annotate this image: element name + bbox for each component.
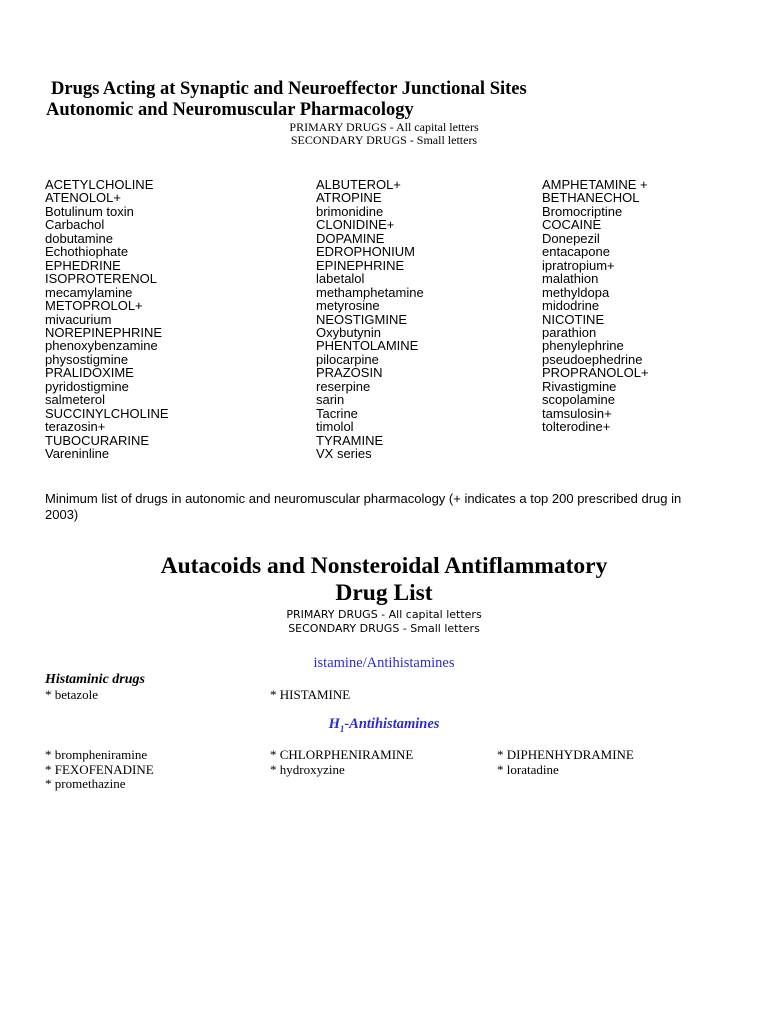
- drug-list-item: Carbachol: [45, 217, 105, 233]
- drug-list-item: VX series: [316, 446, 372, 462]
- drug-list-item: reserpine: [316, 378, 371, 394]
- drug-list-item: TUBOCURARINE: [45, 432, 150, 448]
- drug-list-item: ACETYLCHOLINE: [45, 177, 154, 192]
- section2-legend: [0, 608, 768, 636]
- drug-list-item: PROPRANOLOL+: [542, 365, 649, 381]
- drug-list-item: pseudoephedrine: [542, 351, 643, 367]
- drug-list-item: EDROPHONIUM: [316, 244, 415, 260]
- drug-list-item: Donepezil: [542, 230, 600, 246]
- drug-list-item: tamsulosin+: [542, 405, 612, 421]
- drug-list-item: Bromocriptine: [542, 203, 623, 219]
- drug-list-item: metyrosine: [316, 298, 380, 314]
- histaminic-drugs-label: Histaminic drugs: [45, 672, 145, 687]
- drug-column-1: [45, 178, 169, 461]
- drug-list-item: PRAZOSIN: [316, 365, 383, 381]
- drug-list-item: TYRAMINE: [316, 432, 384, 448]
- drug-list-item: PRALIDOXIME: [45, 365, 134, 381]
- h1-prefix: H: [328, 716, 340, 732]
- drug-list-item: salmeterol: [45, 392, 105, 408]
- drug-list-item: ALBUTEROL+: [316, 177, 401, 192]
- primary-drugs-note: PRIMARY DRUGS - All capital letters: [289, 120, 479, 134]
- list-item: * promethazine: [45, 776, 126, 791]
- drug-list-item: EPINEPHRINE: [316, 257, 405, 273]
- antihistamines-heading: istamine/Antihistamines: [313, 655, 455, 671]
- section2-title: [0, 553, 768, 607]
- section2-title-line2: Drug List: [335, 580, 433, 606]
- drug-list-item: midodrine: [542, 298, 600, 314]
- section2-title-line1: Autacoids and Nonsteroidal Antiflammatory: [160, 553, 608, 579]
- drug-list-item: mecamylamine: [45, 284, 133, 300]
- drug-list-item: Vareninline: [45, 446, 110, 462]
- list-item: * FEXOFENADINE: [45, 762, 154, 777]
- list-item: * CHLORPHENIRAMINE: [270, 747, 414, 762]
- drug-list-item: tolterodine+: [542, 419, 611, 435]
- section1-title-line2: Autonomic and Neuromuscular Pharmacology: [46, 100, 414, 120]
- drug-list-item: AMPHETAMINE +: [542, 177, 648, 192]
- drug-list-item: parathion: [542, 324, 597, 340]
- list-item: * loratadine: [497, 762, 559, 777]
- drug-list-item: pyridostigmine: [45, 378, 129, 394]
- list-item: * DIPHENHYDRAMINE: [497, 747, 634, 762]
- drug-list-item: mivacurium: [45, 311, 112, 327]
- drug-list-item: dobutamine: [45, 230, 113, 246]
- drug-list-item: DOPAMINE: [316, 230, 385, 246]
- drug-list-item: PHENTOLAMINE: [316, 338, 419, 354]
- drug-list-item: timolol: [316, 419, 354, 435]
- drug-list-item: entacapone: [542, 244, 610, 260]
- drug-list-item: ATROPINE: [316, 190, 382, 206]
- drug-list-item: SUCCINYLCHOLINE: [45, 405, 169, 421]
- drug-list-item: malathion: [542, 271, 599, 287]
- drug-list-item: Rivastigmine: [542, 378, 617, 394]
- list-item: * brompheniramine: [45, 747, 148, 762]
- h1-suffix: -Antihistamines: [344, 716, 440, 732]
- drug-list-item: EPHEDRINE: [45, 257, 121, 273]
- drug-list-item: NICOTINE: [542, 311, 605, 327]
- list-item: * HISTAMINE: [270, 687, 351, 702]
- drug-list-item: terazosin+: [45, 419, 106, 435]
- section1-legend: [0, 121, 768, 147]
- secondary-drugs-note: SECONDARY DRUGS - Small letters: [290, 133, 478, 147]
- drug-list-item: brimonidine: [316, 203, 384, 219]
- drug-list-item: Tacrine: [316, 405, 358, 421]
- drug-list-item: BETHANECHOL: [542, 190, 640, 206]
- drug-list-item: ISOPROTERENOL: [45, 271, 157, 287]
- list-item: * hydroxyzine: [270, 762, 345, 777]
- drug-list-item: phenylephrine: [542, 338, 624, 354]
- primary-drugs-note-2: PRIMARY DRUGS - All capital letters: [286, 608, 482, 621]
- drug-list-item: Echothiophate: [45, 244, 129, 260]
- drug-list-item: ipratropium+: [542, 257, 615, 273]
- drug-list-item: methamphetamine: [316, 284, 424, 300]
- drug-list-footnote: Minimum list of drugs in autonomic and neuromuscular pharmacology (+ indicates a top 200 prescribed drug in 2003): [45, 491, 682, 522]
- list-item: * betazole: [45, 687, 99, 702]
- h1-antihistamines-heading: [0, 716, 768, 734]
- drug-column-3: [542, 178, 649, 434]
- drug-list-item: NEOSTIGMINE: [316, 311, 408, 327]
- drug-list-item: sarin: [316, 392, 345, 408]
- drug-list-item: Botulinum toxin: [45, 203, 134, 219]
- drug-list-item: phenoxybenzamine: [45, 338, 158, 354]
- secondary-drugs-note-2: SECONDARY DRUGS - Small letters: [288, 622, 480, 635]
- drug-list-item: scopolamine: [542, 392, 615, 408]
- drug-list-item: METOPROLOL+: [45, 298, 143, 314]
- h1-subscript: 1: [339, 723, 345, 734]
- drug-list-item: methyldopa: [542, 284, 610, 300]
- drug-list-item: labetalol: [316, 271, 365, 287]
- drug-list-item: NOREPINEPHRINE: [45, 324, 163, 340]
- drug-list-item: pilocarpine: [316, 351, 379, 367]
- drug-list-item: CLONIDINE+: [316, 217, 395, 233]
- drug-list-item: Oxybutynin: [316, 324, 382, 340]
- drug-list-item: physostigmine: [45, 351, 129, 367]
- section1-title: [46, 79, 746, 121]
- drug-column-2: [316, 178, 424, 461]
- drug-list-item: ATENOLOL+: [45, 190, 121, 206]
- section1-title-line1: Drugs Acting at Synaptic and Neuroeffector Junctional Sites: [51, 79, 527, 99]
- drug-list-item: COCAINE: [542, 217, 602, 233]
